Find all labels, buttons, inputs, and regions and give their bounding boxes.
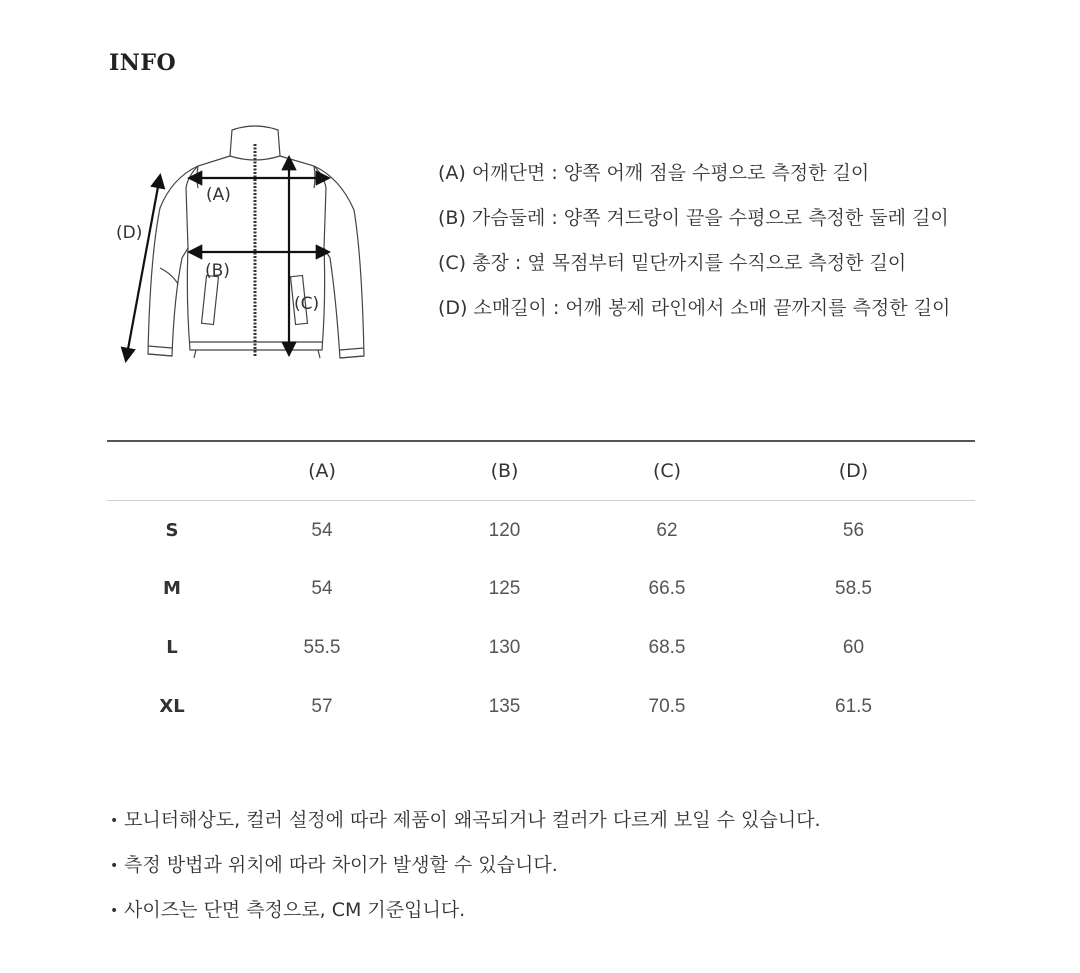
value-c: 70.5 [648, 695, 686, 717]
label-c: (C) [294, 294, 320, 314]
section-title: INFO [109, 50, 177, 76]
value-d: 56 [842, 519, 865, 541]
label-a: (A) [206, 185, 231, 205]
legend-item-d: (D) 소매길이 : 어깨 봉제 라인에서 소매 끝까지를 측정한 길이 [438, 297, 951, 319]
bullet-icon: • [110, 857, 119, 874]
value-c: 66.5 [648, 577, 686, 599]
value-c: 62 [656, 519, 678, 541]
size-label: L [166, 637, 178, 658]
value-b: 130 [488, 636, 521, 658]
size-label: S [165, 520, 179, 542]
value-d: 58.5 [835, 577, 872, 599]
note-item [110, 803, 821, 848]
value-d: 61.5 [835, 695, 872, 717]
notes-list [110, 803, 821, 938]
note-text: 모니터해상도, 컬러 설정에 따라 제품이 왜곡되거나 컬러가 다르게 보일 수 있습니다. [124, 809, 821, 831]
value-b: 120 [488, 519, 521, 541]
table-row [107, 559, 975, 618]
legend-item-b: (B) 가슴둘레 : 양쪽 겨드랑이 끝을 수평으로 측정한 둘레 길이 [438, 207, 949, 229]
header-c: (C) [652, 459, 682, 482]
header-a: (A) [308, 459, 336, 482]
note-text: 사이즈는 단면 측정으로, CM 기준입니다. [124, 899, 466, 921]
value-a: 55.5 [303, 636, 341, 658]
jacket-icon [110, 118, 400, 378]
size-table [107, 440, 975, 736]
table-header-row [107, 441, 975, 500]
jacket-measurement-diagram [110, 118, 400, 378]
table-row [107, 677, 975, 736]
arrow-d [126, 176, 160, 360]
legend-item-a: (A) 어깨단면 : 양쪽 어깨 점을 수평으로 측정한 길이 [438, 162, 870, 184]
note-text: 측정 방법과 위치에 따라 차이가 발생할 수 있습니다. [124, 854, 558, 876]
value-c: 68.5 [648, 636, 686, 658]
bullet-icon: • [110, 812, 119, 829]
size-label: M [163, 578, 181, 599]
header-b: (B) [490, 459, 519, 482]
label-d: (D) [116, 223, 143, 243]
value-b: 135 [488, 695, 521, 717]
header-d: (D) [838, 459, 869, 482]
value-a: 57 [311, 695, 333, 717]
table-row [107, 618, 975, 677]
value-a: 54 [311, 519, 333, 541]
note-item [110, 893, 821, 938]
measurement-legend [438, 158, 950, 338]
note-item [110, 848, 821, 893]
value-d: 60 [842, 636, 865, 658]
table-row [107, 500, 975, 559]
value-b: 125 [488, 577, 521, 599]
bullet-icon: • [110, 902, 119, 919]
label-b: (B) [205, 261, 230, 281]
header-size [107, 441, 237, 500]
value-a: 54 [311, 577, 333, 599]
legend-item-c: (C) 총장 : 옆 목점부터 밑단까지를 수직으로 측정한 길이 [438, 252, 907, 274]
size-label: XL [159, 696, 185, 717]
